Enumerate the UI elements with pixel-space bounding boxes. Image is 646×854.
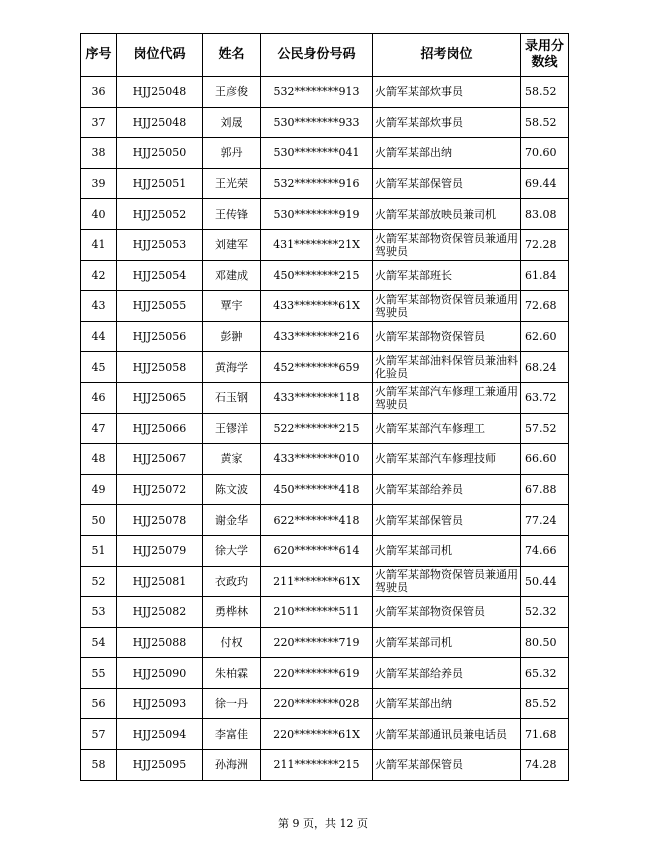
- cell-seq: 42: [81, 260, 117, 291]
- cell-score: 77.24: [521, 505, 569, 536]
- table-row: [81, 658, 569, 689]
- header-score-label: 录用分数线: [524, 39, 564, 70]
- header-seq: 序号: [81, 34, 117, 77]
- cell-id-number: 220********61X: [261, 719, 373, 750]
- cell-name: 孙海洲: [203, 750, 261, 781]
- cell-seq: 46: [81, 382, 117, 413]
- table-row: [81, 229, 569, 260]
- page-footer: 第 9 页，共 12 页: [278, 817, 368, 830]
- cell-post-code: HJJ25082: [117, 597, 203, 628]
- cell-seq: 47: [81, 413, 117, 444]
- cell-id-number: 431********21X: [261, 229, 373, 260]
- header-score: [521, 34, 569, 77]
- cell-post: 火箭军某部汽车修理技师: [373, 444, 521, 475]
- cell-seq: 36: [81, 77, 117, 108]
- cell-score: 74.66: [521, 535, 569, 566]
- cell-seq: 54: [81, 627, 117, 658]
- cell-name: 刘晟: [203, 107, 261, 138]
- cell-name: 衣政玓: [203, 566, 261, 597]
- cell-seq: 49: [81, 474, 117, 505]
- cell-name: 石玉钢: [203, 382, 261, 413]
- cell-seq: 39: [81, 168, 117, 199]
- cell-post: 火箭军某部保管员: [373, 750, 521, 781]
- cell-name: 陈文波: [203, 474, 261, 505]
- cell-seq: 58: [81, 750, 117, 781]
- cell-name: 彭翀: [203, 321, 261, 352]
- cell-seq: 55: [81, 658, 117, 689]
- cell-post-code: HJJ25072: [117, 474, 203, 505]
- cell-name: 王彦俊: [203, 77, 261, 108]
- cell-name: 黄海学: [203, 352, 261, 383]
- cell-post: 火箭军某部保管员: [373, 168, 521, 199]
- cell-id-number: 620********614: [261, 535, 373, 566]
- cell-post-code: HJJ25079: [117, 535, 203, 566]
- cell-post: 火箭军某部物资保管员兼通用驾驶员: [373, 229, 521, 260]
- cell-seq: 45: [81, 352, 117, 383]
- header-post-code: 岗位代码: [117, 34, 203, 77]
- cell-score: 50.44: [521, 566, 569, 597]
- cell-id-number: 530********041: [261, 138, 373, 169]
- cell-post-code: HJJ25058: [117, 352, 203, 383]
- table-row: [81, 168, 569, 199]
- cell-score: 72.68: [521, 291, 569, 322]
- table-header-row: [81, 34, 569, 77]
- cell-score: 67.88: [521, 474, 569, 505]
- cell-post-code: HJJ25051: [117, 168, 203, 199]
- cell-post-code: HJJ25081: [117, 566, 203, 597]
- cell-score: 63.72: [521, 382, 569, 413]
- cell-post: 火箭军某部司机: [373, 627, 521, 658]
- cell-id-number: 211********61X: [261, 566, 373, 597]
- cell-seq: 52: [81, 566, 117, 597]
- cell-score: 68.24: [521, 352, 569, 383]
- cell-post: 火箭军某部保管员: [373, 505, 521, 536]
- cell-name: 徐一丹: [203, 688, 261, 719]
- cell-id-number: 532********916: [261, 168, 373, 199]
- cell-seq: 41: [81, 229, 117, 260]
- table-row: [81, 107, 569, 138]
- cell-id-number: 220********619: [261, 658, 373, 689]
- cell-post: 火箭军某部给养员: [373, 474, 521, 505]
- cell-post: 火箭军某部炊事员: [373, 77, 521, 108]
- cell-id-number: 433********216: [261, 321, 373, 352]
- table-row: [81, 719, 569, 750]
- cell-post-code: HJJ25067: [117, 444, 203, 475]
- cell-post: 火箭军某部炊事员: [373, 107, 521, 138]
- cell-post-code: HJJ25050: [117, 138, 203, 169]
- cell-name: 王传锋: [203, 199, 261, 230]
- cell-score: 58.52: [521, 107, 569, 138]
- cell-name: 刘建军: [203, 229, 261, 260]
- cell-name: 谢金华: [203, 505, 261, 536]
- cell-score: 83.08: [521, 199, 569, 230]
- cell-seq: 48: [81, 444, 117, 475]
- cell-seq: 40: [81, 199, 117, 230]
- table-row: [81, 444, 569, 475]
- cell-name: 付权: [203, 627, 261, 658]
- cell-id-number: 210********511: [261, 597, 373, 628]
- cell-post-code: HJJ25095: [117, 750, 203, 781]
- cell-id-number: 452********659: [261, 352, 373, 383]
- cell-post-code: HJJ25048: [117, 77, 203, 108]
- cell-name: 王镠洋: [203, 413, 261, 444]
- cell-post-code: HJJ25052: [117, 199, 203, 230]
- table-row: [81, 505, 569, 536]
- cell-name: 王光荣: [203, 168, 261, 199]
- cell-post: 火箭军某部班长: [373, 260, 521, 291]
- table-body: [81, 77, 569, 781]
- table-row: [81, 260, 569, 291]
- table-row: [81, 321, 569, 352]
- cell-id-number: 532********913: [261, 77, 373, 108]
- cell-id-number: 530********919: [261, 199, 373, 230]
- cell-seq: 44: [81, 321, 117, 352]
- cell-name: 黄家: [203, 444, 261, 475]
- cell-id-number: 220********719: [261, 627, 373, 658]
- cell-post: 火箭军某部物资保管员: [373, 597, 521, 628]
- cell-score: 70.60: [521, 138, 569, 169]
- cell-id-number: 450********418: [261, 474, 373, 505]
- cell-id-number: 522********215: [261, 413, 373, 444]
- cell-score: 69.44: [521, 168, 569, 199]
- cell-score: 57.52: [521, 413, 569, 444]
- cell-id-number: 530********933: [261, 107, 373, 138]
- header-id-number: 公民身份号码: [261, 34, 373, 77]
- cell-post: 火箭军某部出纳: [373, 688, 521, 719]
- cell-post-code: HJJ25048: [117, 107, 203, 138]
- cell-post-code: HJJ25066: [117, 413, 203, 444]
- cell-seq: 50: [81, 505, 117, 536]
- cell-seq: 43: [81, 291, 117, 322]
- cell-post-code: HJJ25094: [117, 719, 203, 750]
- table-row: [81, 566, 569, 597]
- cell-score: 61.84: [521, 260, 569, 291]
- cell-post-code: HJJ25056: [117, 321, 203, 352]
- cell-seq: 38: [81, 138, 117, 169]
- cell-score: 58.52: [521, 77, 569, 108]
- cell-seq: 57: [81, 719, 117, 750]
- cell-name: 徐大学: [203, 535, 261, 566]
- table-row: [81, 597, 569, 628]
- cell-post: 火箭军某部通讯员兼电话员: [373, 719, 521, 750]
- table-row: [81, 413, 569, 444]
- table-row: [81, 291, 569, 322]
- cell-post: 火箭军某部司机: [373, 535, 521, 566]
- cell-post-code: HJJ25065: [117, 382, 203, 413]
- table-row: [81, 627, 569, 658]
- cell-name: 朱柏霖: [203, 658, 261, 689]
- cell-seq: 53: [81, 597, 117, 628]
- recruitment-table: [80, 33, 569, 781]
- cell-score: 65.32: [521, 658, 569, 689]
- cell-name: 李富佳: [203, 719, 261, 750]
- cell-id-number: 220********028: [261, 688, 373, 719]
- cell-post-code: HJJ25055: [117, 291, 203, 322]
- table-row: [81, 199, 569, 230]
- cell-seq: 56: [81, 688, 117, 719]
- table-row: [81, 535, 569, 566]
- cell-score: 80.50: [521, 627, 569, 658]
- cell-post: 火箭军某部放映员兼司机: [373, 199, 521, 230]
- cell-score: 72.28: [521, 229, 569, 260]
- table-row: [81, 688, 569, 719]
- cell-post: 火箭军某部物资保管员兼通用驾驶员: [373, 291, 521, 322]
- cell-seq: 51: [81, 535, 117, 566]
- cell-score: 71.68: [521, 719, 569, 750]
- cell-score: 66.60: [521, 444, 569, 475]
- cell-id-number: 433********010: [261, 444, 373, 475]
- cell-id-number: 211********215: [261, 750, 373, 781]
- table-row: [81, 352, 569, 383]
- cell-id-number: 433********118: [261, 382, 373, 413]
- cell-post-code: HJJ25088: [117, 627, 203, 658]
- cell-post: 火箭军某部物资保管员: [373, 321, 521, 352]
- cell-seq: 37: [81, 107, 117, 138]
- cell-name: 邓建成: [203, 260, 261, 291]
- cell-post: 火箭军某部给养员: [373, 658, 521, 689]
- cell-id-number: 622********418: [261, 505, 373, 536]
- cell-post-code: HJJ25053: [117, 229, 203, 260]
- cell-post-code: HJJ25090: [117, 658, 203, 689]
- table-row: [81, 474, 569, 505]
- cell-score: 85.52: [521, 688, 569, 719]
- cell-id-number: 433********61X: [261, 291, 373, 322]
- cell-post: 火箭军某部汽车修理工: [373, 413, 521, 444]
- cell-post-code: HJJ25078: [117, 505, 203, 536]
- header-name: 姓名: [203, 34, 261, 77]
- table-row: [81, 77, 569, 108]
- cell-post-code: HJJ25054: [117, 260, 203, 291]
- table-row: [81, 382, 569, 413]
- cell-name: 郭丹: [203, 138, 261, 169]
- table-row: [81, 750, 569, 781]
- cell-post-code: HJJ25093: [117, 688, 203, 719]
- cell-score: 74.28: [521, 750, 569, 781]
- cell-name: 覃宇: [203, 291, 261, 322]
- cell-score: 52.32: [521, 597, 569, 628]
- cell-post: 火箭军某部出纳: [373, 138, 521, 169]
- cell-post: 火箭军某部物资保管员兼通用驾驶员: [373, 566, 521, 597]
- cell-post: 火箭军某部油料保管员兼油料化验员: [373, 352, 521, 383]
- cell-post: 火箭军某部汽车修理工兼通用驾驶员: [373, 382, 521, 413]
- header-post: 招考岗位: [373, 34, 521, 77]
- cell-id-number: 450********215: [261, 260, 373, 291]
- table-row: [81, 138, 569, 169]
- cell-score: 62.60: [521, 321, 569, 352]
- cell-name: 勇桦林: [203, 597, 261, 628]
